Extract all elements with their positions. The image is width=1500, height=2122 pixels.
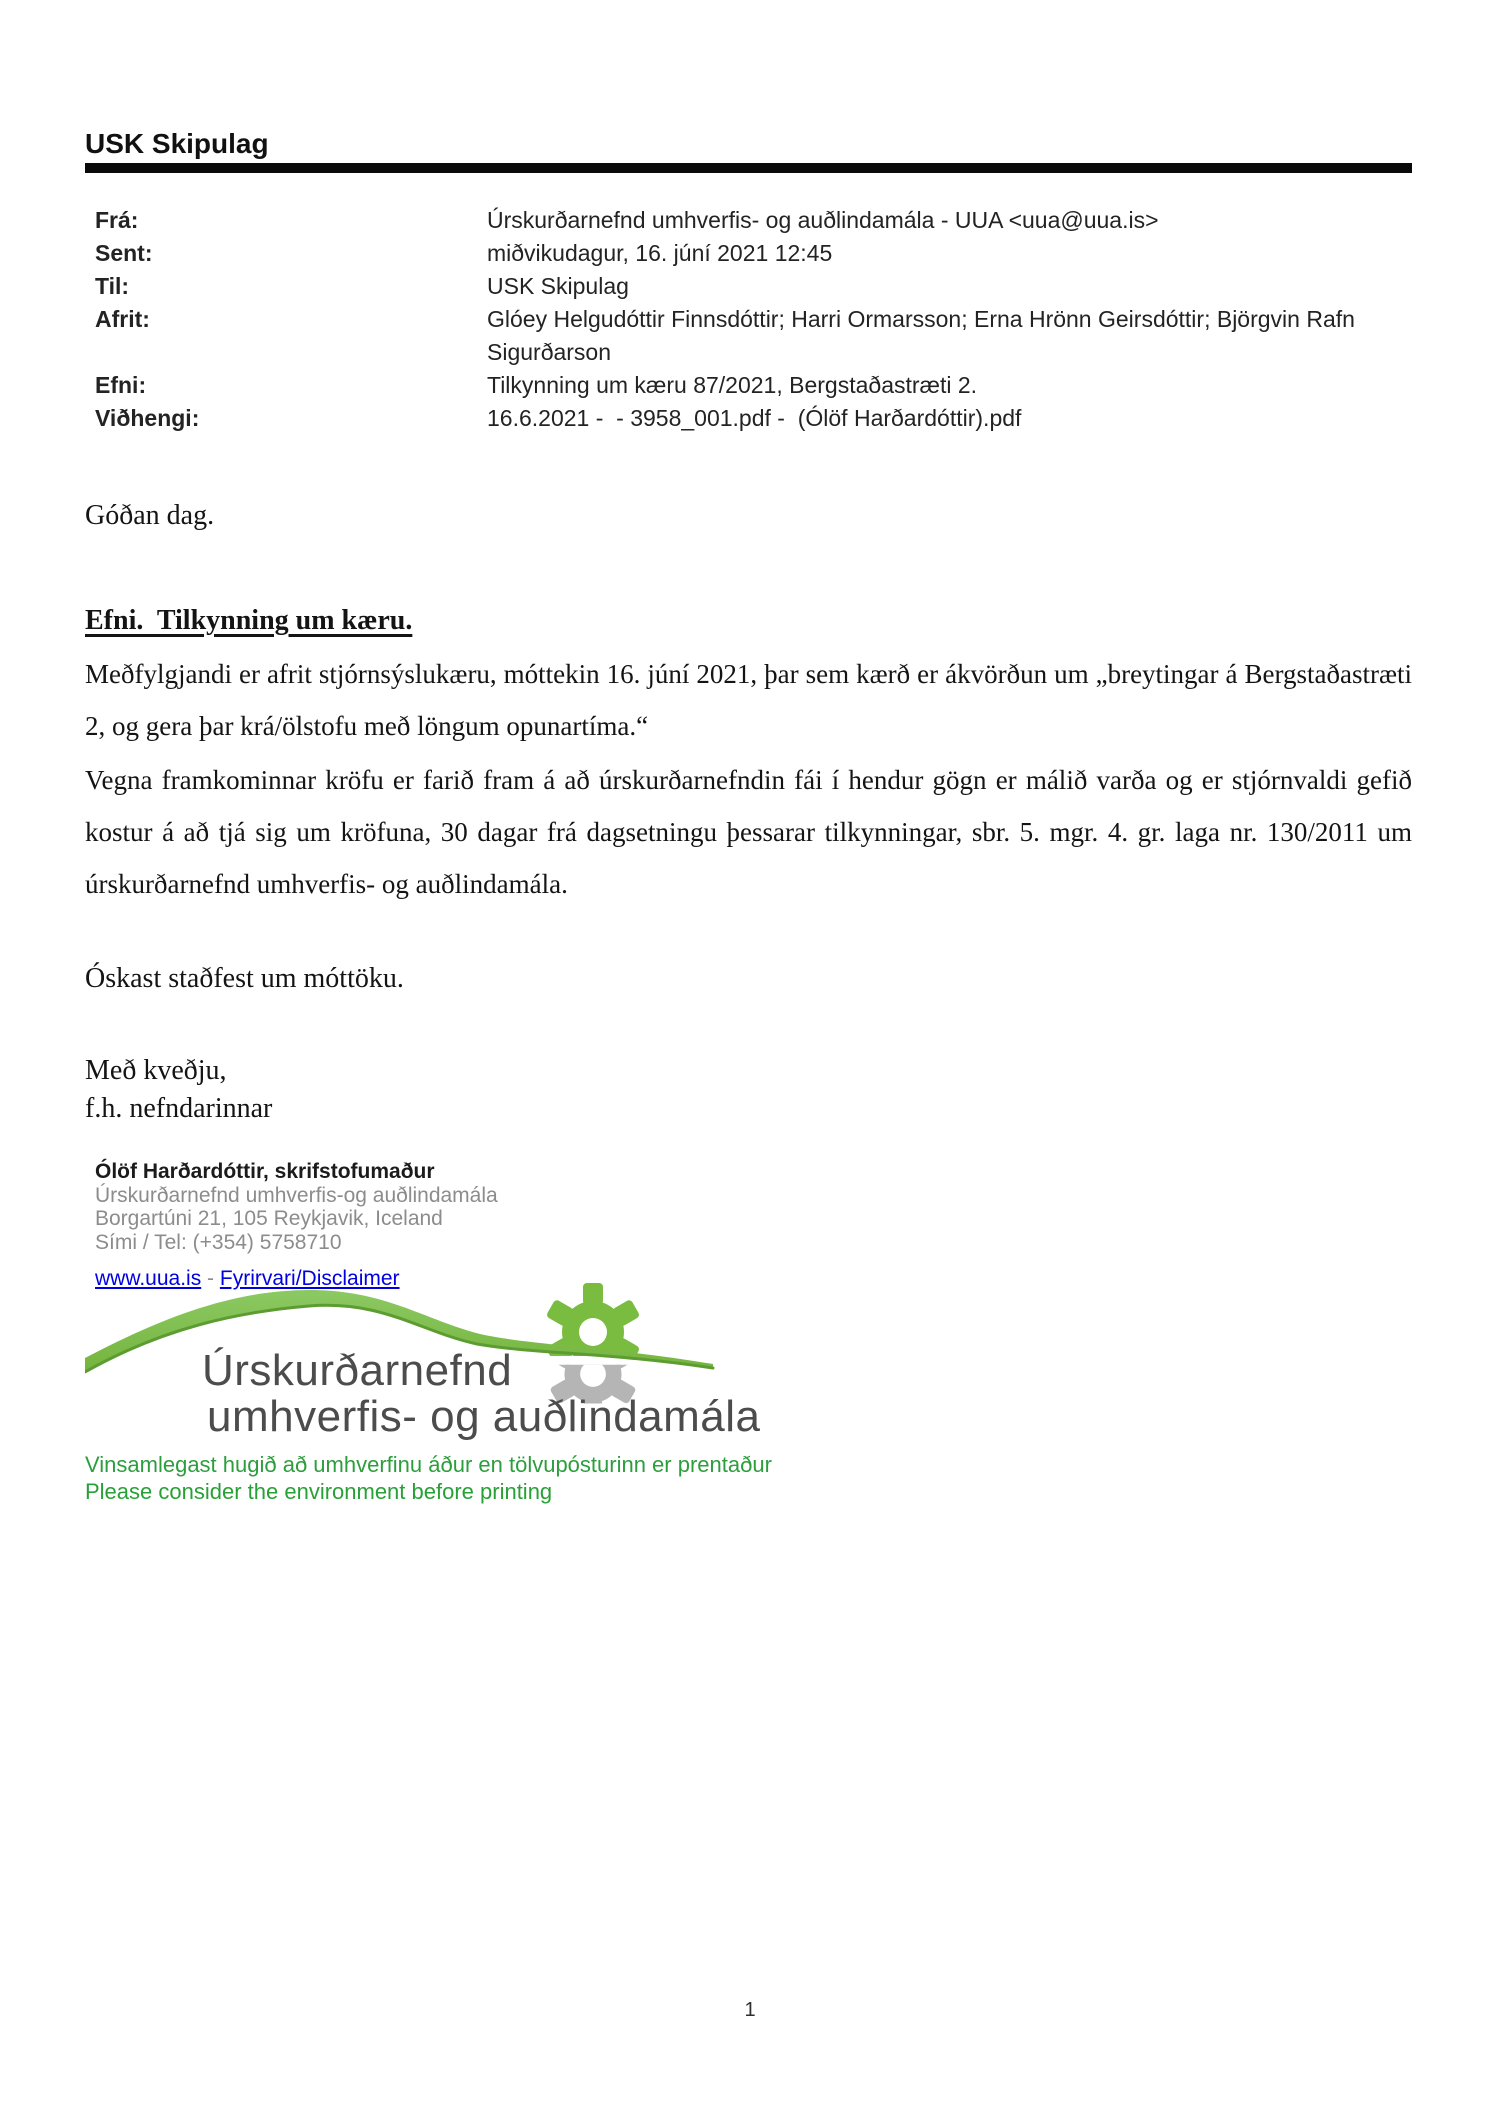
field-row-from xyxy=(95,204,1412,237)
field-row-cc xyxy=(95,303,1412,369)
field-label: Viðhengi: xyxy=(95,405,200,431)
field-row-sent xyxy=(95,237,1412,270)
signature-org: Úrskurðarnefnd umhverfis-og auðlindamála xyxy=(95,1183,498,1207)
logo-text-line1: Úrskurðarnefnd xyxy=(202,1346,513,1395)
disclaimer-link[interactable]: Fyrirvari/Disclaimer xyxy=(219,1267,400,1290)
eco-note-english: Please consider the environment before printing xyxy=(85,1479,553,1504)
field-value: USK Skipulag xyxy=(487,273,629,299)
signature-address: Borgartúni 21, 105 Reykjavik, Iceland xyxy=(95,1207,443,1230)
field-label: Sent: xyxy=(95,240,153,266)
signature-phone: Sími / Tel: (+354) 5758710 xyxy=(95,1230,342,1254)
body-paragraph: Meðfylgjandi er afrit stjórnsýslukæru, móttekin 16. júní 2021, þar sem kærð er ákvörðun um „breytingar á Bergstaðastræti 2, og gera þar krá/ölstofu með löngum opunartíma.“ xyxy=(85,659,1412,741)
field-row-attachments xyxy=(95,402,1412,435)
signature-block xyxy=(95,1160,498,1291)
title-rule xyxy=(85,163,1412,173)
field-label: Til: xyxy=(95,273,130,299)
field-value: Úrskurðarnefnd umhverfis- og auðlindamála - UUA <uua@uua.is> xyxy=(487,207,1159,233)
field-label: Efni: xyxy=(95,372,147,398)
closing-on-behalf: f.h. nefndarinnar xyxy=(85,1093,273,1124)
signature-name: Ólöf Harðardóttir, skrifstofumaður xyxy=(95,1160,435,1183)
page-title: USK Skipulag xyxy=(85,128,269,159)
field-value: miðvikudagur, 16. júní 2021 12:45 xyxy=(487,240,833,266)
body-paragraph: Vegna framkominnar kröfu er farið fram á að úrskurðarnefndin fái í hendur gögn er málið varða og er stjórnvaldi gefið kostur á að tjá sig um kröfuna, 30 dagar frá dagsetningu þessarar tilkynningar, sbr. 5. mgr. 4. gr. laga nr. 130/2011 um úrskurðarnefnd umhverfis- og auðlindamála. xyxy=(85,765,1412,899)
eco-note-icelandic: Vinsamlegast hugið að umhverfinu áður en tölvupósturinn er prentaður xyxy=(85,1452,772,1477)
page-number: 1 xyxy=(744,1999,756,2021)
field-value: Glóey Helgudóttir Finnsdóttir; Harri Ormarsson; Erna Hrönn Geirsdóttir; Björgvin Rafn Sigurðarson xyxy=(487,306,1362,365)
field-row-to xyxy=(95,270,1412,303)
website-link[interactable]: www.uua.is xyxy=(95,1267,202,1290)
link-separator: - xyxy=(201,1267,220,1290)
closing-salutation: Með kveðju, xyxy=(85,1055,227,1086)
field-row-subject xyxy=(95,369,1412,402)
logo-text-line2: umhverfis- og auðlindamála xyxy=(207,1392,761,1441)
confirmation-request: Óskast staðfest um móttöku. xyxy=(85,963,404,994)
greeting: Góðan dag. xyxy=(85,500,215,531)
field-value: Tilkynning um kæru 87/2021, Bergstaðastræti 2. xyxy=(487,372,978,398)
closing-block xyxy=(85,1052,272,1128)
field-label: Frá: xyxy=(95,207,139,233)
field-value: 16.6.2021 - - 3958_001.pdf - (Ólöf Harðardóttir).pdf xyxy=(487,405,1022,431)
email-header-fields xyxy=(95,204,1412,435)
subject-heading: Efni. Tilkynning um kæru. xyxy=(85,605,413,636)
field-label: Afrit: xyxy=(95,306,150,332)
